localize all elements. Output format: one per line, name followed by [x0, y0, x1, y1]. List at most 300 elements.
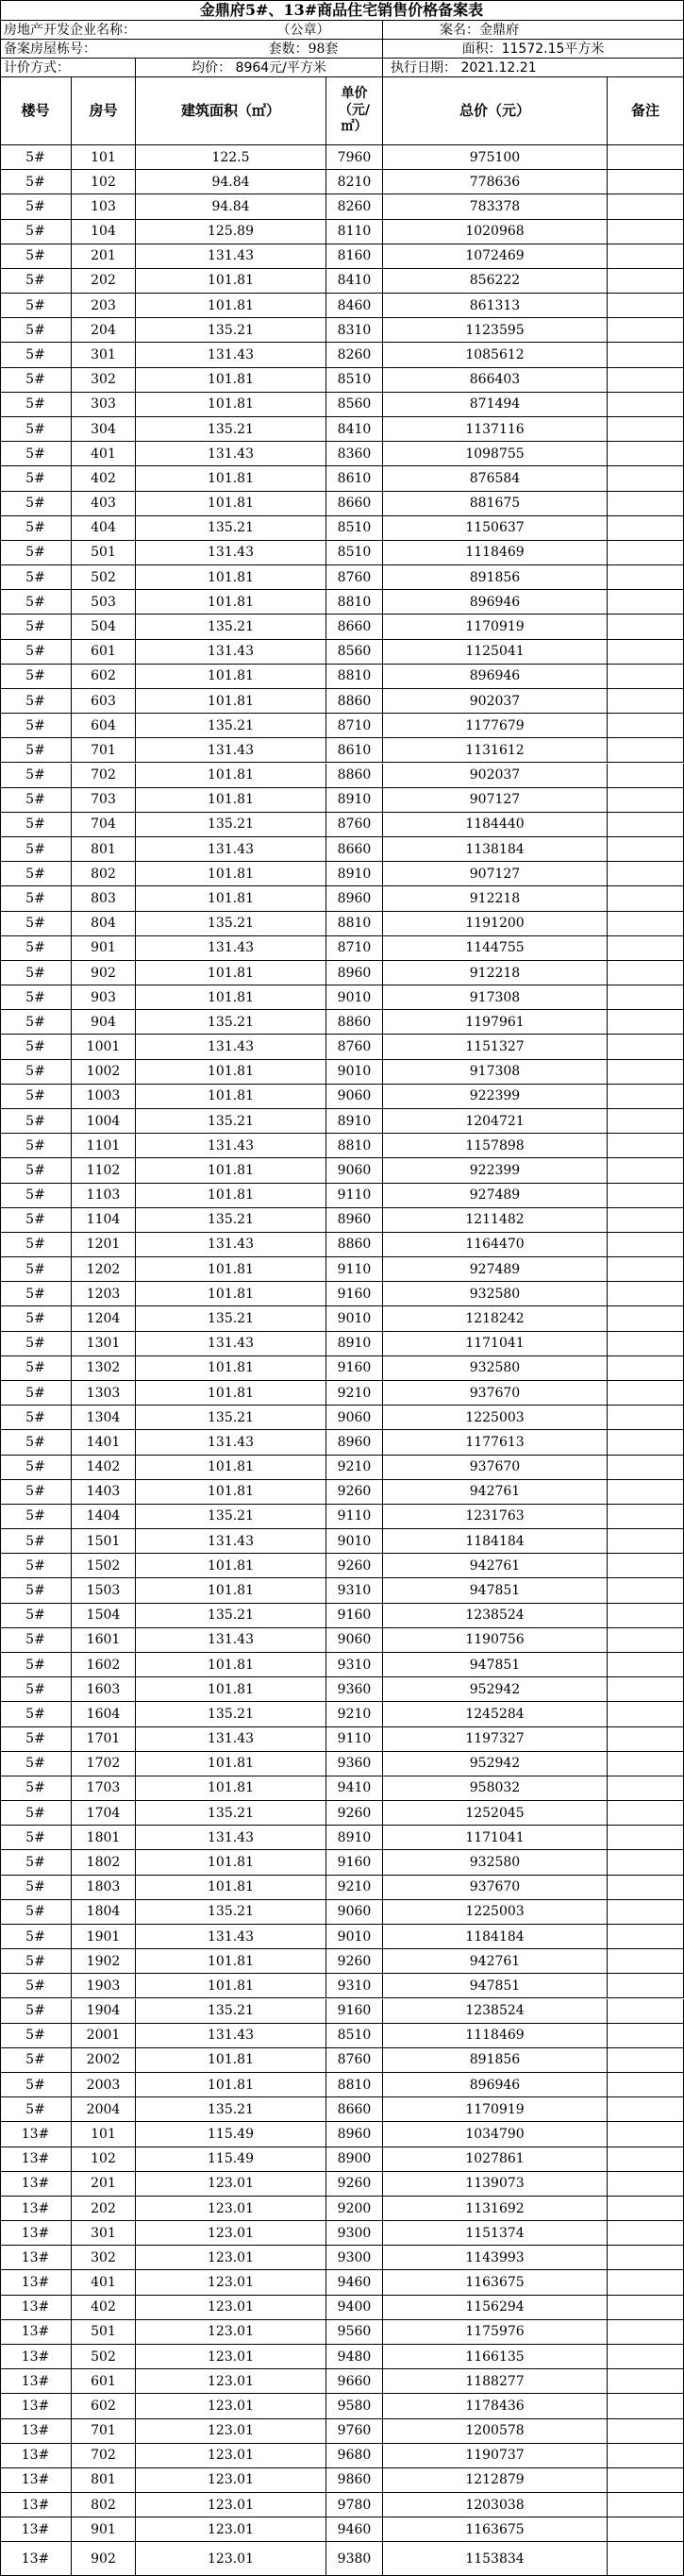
cell-remark	[608, 343, 684, 367]
cell-unit-price: 8110	[326, 220, 383, 244]
cell-area: 135.21	[136, 1306, 326, 1331]
cell-remark	[608, 1332, 684, 1356]
cell-area: 101.81	[136, 1381, 326, 1406]
cell-total-price: 1144755	[383, 936, 608, 961]
cell-building: 5#	[0, 813, 72, 837]
cell-room: 1803	[72, 1876, 136, 1900]
cell-room: 1204	[72, 1306, 136, 1331]
cell-area: 135.21	[136, 615, 326, 639]
cell-room: 402	[72, 2296, 136, 2320]
cell-total-price: 1212879	[383, 2468, 608, 2493]
cell-area: 101.81	[136, 1850, 326, 1875]
cell-building: 5#	[0, 1554, 72, 1578]
cell-room: 1102	[72, 1158, 136, 1183]
cell-area: 123.01	[136, 2320, 326, 2345]
cell-total-price: 937670	[383, 1381, 608, 1406]
cell-area: 101.81	[136, 1257, 326, 1282]
project-name: 案名：金鼎府	[383, 21, 684, 40]
cell-total-price: 891856	[383, 565, 608, 590]
cell-building: 5#	[0, 961, 72, 985]
cell-room: 504	[72, 615, 136, 639]
cell-remark	[608, 2369, 684, 2394]
cell-room: 1704	[72, 1801, 136, 1826]
cell-total-price: 861313	[383, 294, 608, 318]
cell-remark	[608, 764, 684, 788]
cell-room: 1002	[72, 1060, 136, 1085]
cell-total-price: 958032	[383, 1776, 608, 1801]
cell-room: 1003	[72, 1085, 136, 1109]
cell-area: 101.81	[136, 2048, 326, 2073]
cell-room: 604	[72, 714, 136, 738]
cell-total-price: 1164470	[383, 1233, 608, 1257]
cell-building: 5#	[0, 1529, 72, 1554]
cell-unit-price: 8410	[326, 269, 383, 294]
cell-building: 5#	[0, 1677, 72, 1702]
total-area: 面积：11572.15平方米	[383, 40, 684, 59]
cell-remark	[608, 2246, 684, 2270]
cell-building: 5#	[0, 1604, 72, 1628]
cell-total-price: 1139073	[383, 2172, 608, 2197]
cell-building: 13#	[0, 2419, 72, 2444]
cell-total-price: 1151374	[383, 2221, 608, 2246]
cell-remark	[608, 1208, 684, 1233]
cell-area: 123.01	[136, 2369, 326, 2394]
cell-room: 701	[72, 2419, 136, 2444]
cell-building: 13#	[0, 2197, 72, 2221]
cell-unit-price: 8760	[326, 813, 383, 837]
cell-room: 403	[72, 492, 136, 516]
cell-building: 5#	[0, 1406, 72, 1430]
cell-unit-price: 8710	[326, 714, 383, 738]
cell-room: 1603	[72, 1677, 136, 1702]
cell-building: 13#	[0, 2517, 72, 2542]
cell-building: 5#	[0, 2024, 72, 2048]
cell-room: 703	[72, 788, 136, 813]
cell-total-price: 1184184	[383, 1529, 608, 1554]
cell-room: 1902	[72, 1949, 136, 1974]
cell-area: 101.81	[136, 1974, 326, 1998]
cell-remark	[608, 1430, 684, 1455]
cell-room: 603	[72, 689, 136, 714]
cell-remark	[608, 788, 684, 813]
cell-unit-price: 9480	[326, 2345, 383, 2369]
cell-building: 5#	[0, 492, 72, 516]
cell-total-price: 952942	[383, 1677, 608, 1702]
cell-building: 5#	[0, 1257, 72, 1282]
cell-room: 201	[72, 2172, 136, 2197]
cell-area: 101.81	[136, 1060, 326, 1085]
cell-unit-price: 8910	[326, 1332, 383, 1356]
cell-area: 101.81	[136, 1653, 326, 1677]
cell-total-price: 1175976	[383, 2320, 608, 2345]
cell-building: 5#	[0, 1653, 72, 1677]
cell-remark	[608, 1604, 684, 1628]
page-title: 金鼎府5#、13#商品住宅销售价格备案表	[0, 0, 684, 21]
building-label: 备案房屋栋号：	[0, 40, 225, 59]
cell-total-price: 1166135	[383, 2345, 608, 2369]
header-unit-price	[326, 77, 383, 145]
header-unit-price-line3: ㎡）	[341, 119, 368, 135]
cell-area: 125.89	[136, 220, 326, 244]
cell-total-price: 947851	[383, 1653, 608, 1677]
cell-room: 304	[72, 417, 136, 442]
cell-building: 5#	[0, 541, 72, 565]
cell-unit-price: 8960	[326, 1208, 383, 1233]
cell-unit-price: 9260	[326, 2172, 383, 2197]
cell-total-price: 1200578	[383, 2419, 608, 2444]
cell-total-price: 1197961	[383, 1010, 608, 1035]
cell-unit-price: 8760	[326, 1035, 383, 1059]
cell-total-price: 1118469	[383, 2024, 608, 2048]
cell-remark	[608, 1974, 684, 1998]
cell-remark	[608, 1456, 684, 1480]
cell-area: 101.81	[136, 565, 326, 590]
cell-remark	[608, 2444, 684, 2468]
cell-building: 5#	[0, 1233, 72, 1257]
cell-building: 5#	[0, 689, 72, 714]
cell-total-price: 1238524	[383, 1999, 608, 2024]
cell-unit-price: 8610	[326, 466, 383, 491]
cell-total-price: 917308	[383, 1060, 608, 1085]
cell-total-price: 1163675	[383, 2270, 608, 2295]
cell-room: 1403	[72, 1480, 136, 1505]
cell-remark	[608, 862, 684, 886]
cell-area: 131.43	[136, 1332, 326, 1356]
cell-building: 13#	[0, 2296, 72, 2320]
cell-total-price: 896946	[383, 2073, 608, 2097]
cell-unit-price: 8910	[326, 1109, 383, 1134]
cell-area: 101.81	[136, 393, 326, 417]
cell-total-price: 1177613	[383, 1430, 608, 1455]
cell-total-price: 922399	[383, 1158, 608, 1183]
cell-area: 123.01	[136, 2296, 326, 2320]
cell-remark	[608, 1282, 684, 1306]
cell-room: 803	[72, 886, 136, 911]
cell-building: 5#	[0, 738, 72, 763]
cell-area: 123.01	[136, 2493, 326, 2517]
cell-building: 5#	[0, 516, 72, 541]
cell-area: 131.43	[136, 1925, 326, 1949]
cell-room: 102	[72, 170, 136, 194]
cell-remark	[608, 1306, 684, 1331]
cell-area: 131.43	[136, 1529, 326, 1554]
cell-remark	[608, 244, 684, 269]
cell-room: 102	[72, 2147, 136, 2172]
cell-area: 101.81	[136, 788, 326, 813]
cell-building: 5#	[0, 1134, 72, 1158]
cell-unit-price: 9160	[326, 1850, 383, 1875]
cell-room: 2002	[72, 2048, 136, 2073]
cell-total-price: 1072469	[383, 244, 608, 269]
cell-unit-price: 9310	[326, 1974, 383, 1998]
cell-remark	[608, 294, 684, 318]
cell-total-price: 932580	[383, 1356, 608, 1381]
cell-room: 904	[72, 1010, 136, 1035]
cell-room: 2004	[72, 2097, 136, 2122]
cell-room: 103	[72, 194, 136, 219]
cell-unit-price: 9110	[326, 1505, 383, 1529]
header-area: 建筑面积（㎡）	[136, 77, 326, 145]
cell-building: 5#	[0, 1628, 72, 1653]
cell-total-price: 1218242	[383, 1306, 608, 1331]
cell-area: 135.21	[136, 1505, 326, 1529]
cell-total-price: 1027861	[383, 2147, 608, 2172]
cell-total-price: 1118469	[383, 541, 608, 565]
cell-unit-price: 8310	[326, 318, 383, 343]
cell-remark	[608, 1628, 684, 1653]
cell-area: 131.43	[136, 1727, 326, 1752]
cell-area: 131.43	[136, 1035, 326, 1059]
cell-unit-price: 9060	[326, 1628, 383, 1653]
cell-room: 1501	[72, 1529, 136, 1554]
cell-area: 101.81	[136, 492, 326, 516]
cell-unit-price: 8960	[326, 1430, 383, 1455]
cell-building: 5#	[0, 1505, 72, 1529]
cell-area: 123.01	[136, 2444, 326, 2468]
cell-total-price: 1157898	[383, 1134, 608, 1158]
cell-room: 302	[72, 368, 136, 393]
cell-unit-price: 8660	[326, 492, 383, 516]
cell-total-price: 1020968	[383, 220, 608, 244]
cell-area: 94.84	[136, 194, 326, 219]
cell-area: 101.81	[136, 886, 326, 911]
effective-date: 执行日期： 2021.12.21	[383, 59, 684, 77]
cell-room: 1103	[72, 1184, 136, 1208]
cell-unit-price: 8260	[326, 194, 383, 219]
cell-area: 131.43	[136, 343, 326, 367]
cell-total-price: 856222	[383, 269, 608, 294]
cell-area: 101.81	[136, 1578, 326, 1603]
cell-remark	[608, 269, 684, 294]
cell-remark	[608, 2122, 684, 2147]
cell-unit-price: 9380	[326, 2542, 383, 2576]
developer-value: （公章）	[225, 21, 383, 40]
cell-total-price: 975100	[383, 145, 608, 170]
cell-building: 5#	[0, 1801, 72, 1826]
cell-room: 2003	[72, 2073, 136, 2097]
cell-total-price: 927489	[383, 1184, 608, 1208]
cell-total-price: 1138184	[383, 837, 608, 862]
cell-unit-price: 8510	[326, 2024, 383, 2048]
cell-room: 401	[72, 2270, 136, 2295]
cell-remark	[608, 1035, 684, 1059]
cell-remark	[608, 1702, 684, 1726]
cell-room: 204	[72, 318, 136, 343]
cell-remark	[608, 1085, 684, 1109]
cell-room: 1904	[72, 1999, 136, 2024]
cell-building: 5#	[0, 1184, 72, 1208]
cell-remark	[608, 886, 684, 911]
cell-total-price: 917308	[383, 985, 608, 1010]
cell-area: 101.81	[136, 1356, 326, 1381]
cell-unit-price: 9680	[326, 2444, 383, 2468]
cell-building: 13#	[0, 2444, 72, 2468]
cell-unit-price: 9660	[326, 2369, 383, 2394]
cell-total-price: 922399	[383, 1085, 608, 1109]
cell-room: 402	[72, 466, 136, 491]
cell-area: 131.43	[136, 837, 326, 862]
cell-area: 135.21	[136, 1604, 326, 1628]
cell-area: 123.01	[136, 2517, 326, 2542]
cell-building: 5#	[0, 1158, 72, 1183]
cell-remark	[608, 516, 684, 541]
cell-total-price: 1184440	[383, 813, 608, 837]
cell-area: 101.81	[136, 2073, 326, 2097]
cell-building: 13#	[0, 2172, 72, 2197]
cell-unit-price: 8510	[326, 541, 383, 565]
cell-area: 101.81	[136, 1456, 326, 1480]
cell-unit-price: 8860	[326, 1010, 383, 1035]
cell-area: 131.43	[136, 1134, 326, 1158]
cell-building: 5#	[0, 244, 72, 269]
cell-building: 13#	[0, 2221, 72, 2246]
cell-remark	[608, 813, 684, 837]
cell-room: 1304	[72, 1406, 136, 1430]
header-unit-price-line2: （元/	[338, 102, 371, 118]
cell-remark	[608, 1480, 684, 1505]
cell-building: 5#	[0, 1999, 72, 2024]
cell-area: 101.81	[136, 368, 326, 393]
cell-building: 5#	[0, 393, 72, 417]
cell-unit-price: 8260	[326, 343, 383, 367]
cell-area: 123.01	[136, 2542, 326, 2576]
cell-area: 131.43	[136, 936, 326, 961]
cell-building: 5#	[0, 417, 72, 442]
cell-building: 5#	[0, 665, 72, 689]
cell-unit-price: 9210	[326, 1381, 383, 1406]
cell-remark	[608, 1876, 684, 1900]
cell-building: 13#	[0, 2270, 72, 2295]
cell-building: 5#	[0, 220, 72, 244]
cell-unit-price: 9260	[326, 1554, 383, 1578]
cell-area: 135.21	[136, 516, 326, 541]
cell-area: 122.5	[136, 145, 326, 170]
cell-remark	[608, 368, 684, 393]
cell-remark	[608, 837, 684, 862]
cell-total-price: 1204721	[383, 1109, 608, 1134]
cell-unit-price: 9360	[326, 1752, 383, 1776]
cell-remark	[608, 442, 684, 466]
cell-total-price: 1137116	[383, 417, 608, 442]
cell-unit-price: 9160	[326, 1604, 383, 1628]
cell-remark	[608, 1356, 684, 1381]
cell-total-price: 912218	[383, 961, 608, 985]
cell-building: 5#	[0, 1085, 72, 1109]
cell-room: 203	[72, 294, 136, 318]
cell-unit-price: 9360	[326, 1677, 383, 1702]
cell-building: 5#	[0, 1456, 72, 1480]
cell-room: 1004	[72, 1109, 136, 1134]
cell-unit-price: 8710	[326, 936, 383, 961]
cell-remark	[608, 665, 684, 689]
cell-unit-price: 9010	[326, 1925, 383, 1949]
cell-room: 1901	[72, 1925, 136, 1949]
cell-area: 135.21	[136, 1801, 326, 1826]
cell-unit-price: 9060	[326, 1085, 383, 1109]
cell-area: 135.21	[136, 318, 326, 343]
cell-room: 1303	[72, 1381, 136, 1406]
cell-total-price: 1225003	[383, 1900, 608, 1925]
cell-remark	[608, 1826, 684, 1850]
cell-total-price: 783378	[383, 194, 608, 219]
cell-unit-price: 8860	[326, 1233, 383, 1257]
cell-area: 101.81	[136, 862, 326, 886]
cell-area: 135.21	[136, 813, 326, 837]
cell-building: 13#	[0, 2320, 72, 2345]
cell-remark	[608, 1060, 684, 1085]
average-price: 均价： 8964元/平方米	[136, 59, 383, 77]
cell-building: 13#	[0, 2345, 72, 2369]
cell-room: 1101	[72, 1134, 136, 1158]
pricing-method-label: 计价方式：	[0, 59, 136, 77]
cell-unit-price: 8560	[326, 393, 383, 417]
cell-unit-price: 8960	[326, 886, 383, 911]
cell-room: 1001	[72, 1035, 136, 1059]
cell-room: 502	[72, 2345, 136, 2369]
cell-total-price: 952942	[383, 1752, 608, 1776]
cell-area: 131.43	[136, 1430, 326, 1455]
cell-building: 5#	[0, 343, 72, 367]
cell-room: 303	[72, 393, 136, 417]
cell-total-price: 932580	[383, 1282, 608, 1306]
cell-total-price: 1131612	[383, 738, 608, 763]
cell-area: 101.81	[136, 1677, 326, 1702]
cell-area: 135.21	[136, 1406, 326, 1430]
cell-building: 5#	[0, 1480, 72, 1505]
cell-room: 902	[72, 2542, 136, 2576]
cell-unit-price: 8810	[326, 912, 383, 936]
cell-remark	[608, 170, 684, 194]
cell-remark	[608, 1010, 684, 1035]
developer-label: 房地产开发企业名称：	[0, 21, 225, 40]
cell-remark	[608, 2172, 684, 2197]
cell-building: 5#	[0, 640, 72, 665]
cell-room: 1301	[72, 1332, 136, 1356]
cell-room: 1502	[72, 1554, 136, 1578]
cell-remark	[608, 936, 684, 961]
cell-building: 5#	[0, 1702, 72, 1726]
cell-unit-price: 9210	[326, 1702, 383, 1726]
cell-area: 131.43	[136, 1826, 326, 1850]
cell-remark	[608, 2270, 684, 2295]
cell-remark	[608, 1999, 684, 2024]
cell-room: 404	[72, 516, 136, 541]
cell-room: 104	[72, 220, 136, 244]
cell-total-price: 942761	[383, 1949, 608, 1974]
cell-room: 1602	[72, 1653, 136, 1677]
cell-building: 5#	[0, 318, 72, 343]
cell-remark	[608, 194, 684, 219]
cell-unit-price: 9200	[326, 2197, 383, 2221]
cell-unit-price: 8810	[326, 2073, 383, 2097]
cell-room: 902	[72, 961, 136, 985]
cell-remark	[608, 1752, 684, 1776]
cell-total-price: 942761	[383, 1554, 608, 1578]
cell-room: 702	[72, 764, 136, 788]
cell-area: 101.81	[136, 985, 326, 1010]
cell-building: 5#	[0, 1306, 72, 1331]
cell-total-price: 876584	[383, 466, 608, 491]
cell-total-price: 1238524	[383, 1604, 608, 1628]
cell-building: 13#	[0, 2369, 72, 2394]
cell-remark	[608, 714, 684, 738]
cell-room: 704	[72, 813, 136, 837]
cell-building: 5#	[0, 442, 72, 466]
cell-remark	[608, 1900, 684, 1925]
cell-remark	[608, 2419, 684, 2444]
cell-remark	[608, 1381, 684, 1406]
cell-total-price: 942761	[383, 1480, 608, 1505]
